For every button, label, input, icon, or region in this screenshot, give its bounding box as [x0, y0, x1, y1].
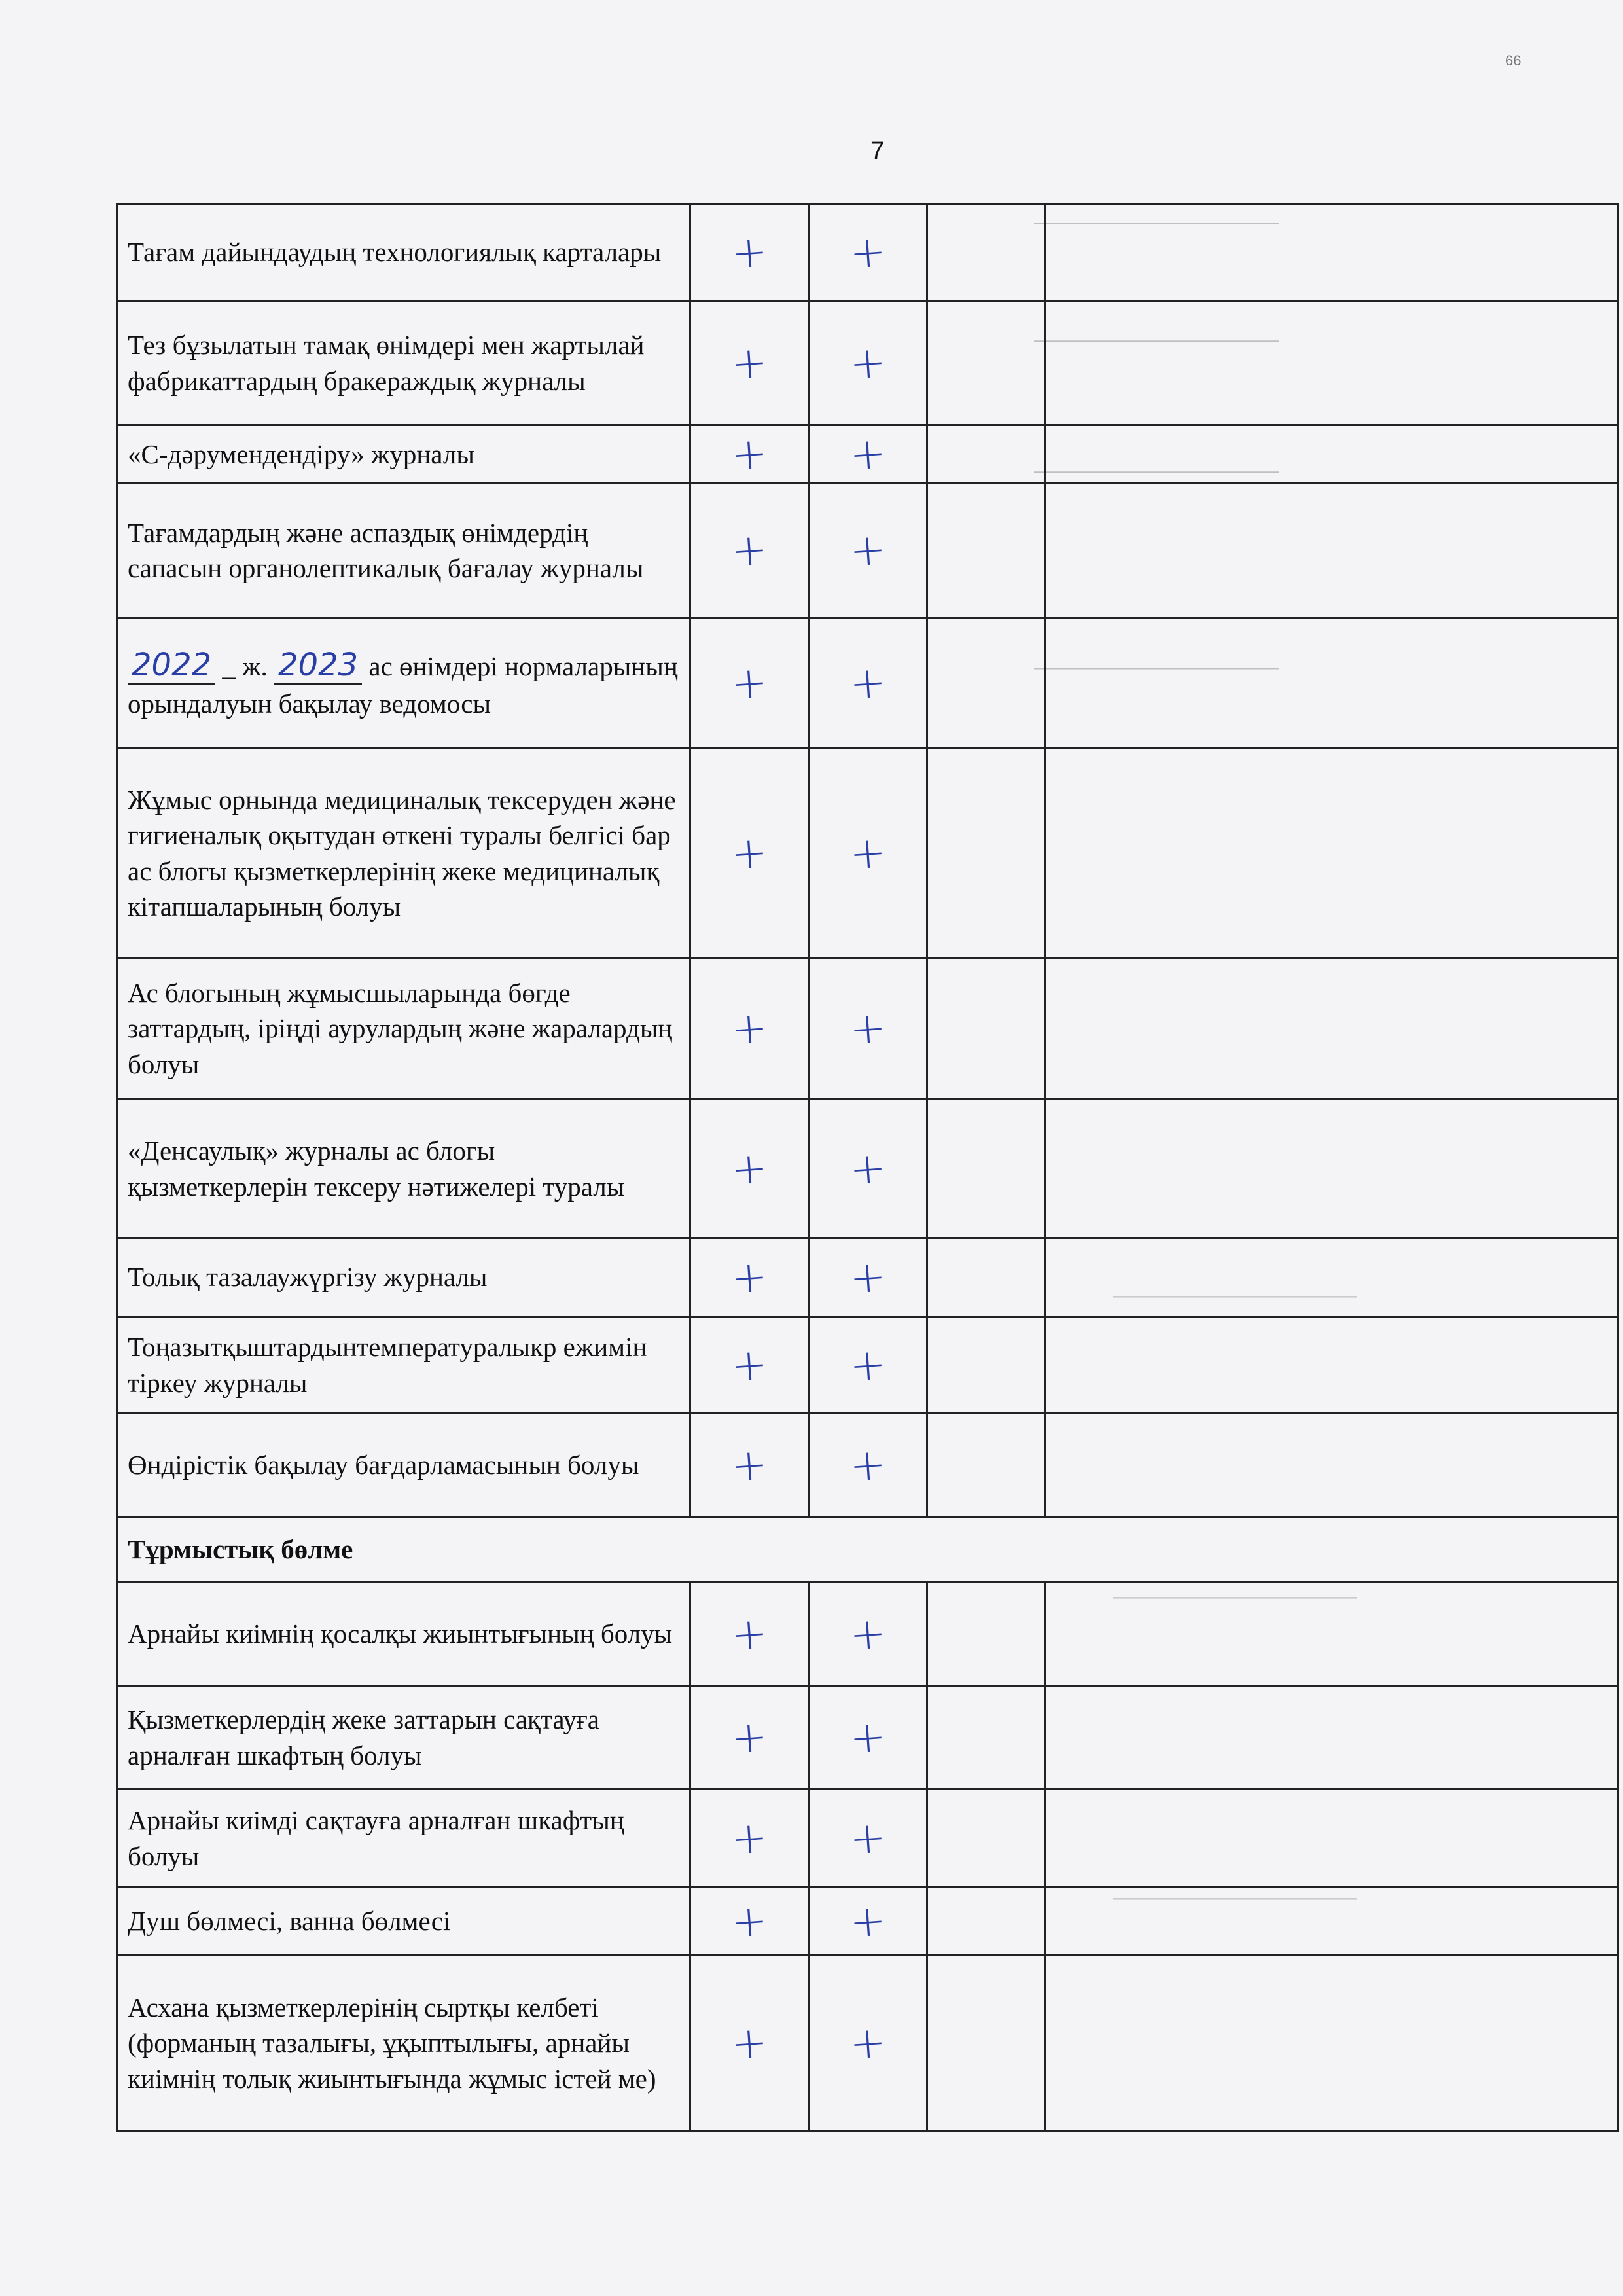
cell-col2 — [809, 958, 927, 1100]
cell-col3 — [927, 749, 1046, 958]
row-label: «Денсаулық» журналы ас блогы қызметкерлерін тексеру нәтижелері туралы — [118, 1100, 690, 1238]
corner-page-number: 66 — [1505, 52, 1522, 69]
plus-mark: + — [847, 225, 888, 279]
plus-mark: + — [847, 1607, 888, 1660]
plus-mark: + — [847, 1338, 888, 1391]
cell-col3 — [927, 1956, 1046, 2131]
cell-col3 — [927, 484, 1046, 618]
cell-col2 — [809, 749, 927, 958]
table-row — [118, 1100, 1618, 1238]
plus-mark: + — [847, 826, 888, 880]
plus-mark: + — [847, 1811, 888, 1865]
plus-mark: + — [847, 1894, 888, 1948]
plus-mark: + — [729, 1811, 770, 1865]
row-label: Арнайы киімді сақтауға арналған шкафтың болуы — [118, 1789, 690, 1888]
cell-col3 — [927, 1238, 1046, 1317]
bleed-through-background: ——————————— ——————————— ——————————— ——————————— ——————————— ——————————— ——————————— — [1034, 209, 1357, 1910]
plus-mark: + — [847, 1001, 888, 1055]
row-label: «С-дәрумендендіру» журналы — [118, 425, 690, 484]
plus-mark: + — [729, 1894, 770, 1948]
cell-col1 — [690, 1238, 809, 1317]
section-title: Тұрмыстық бөлме — [118, 1517, 1618, 1583]
year-separator: _ ж. — [222, 651, 268, 681]
cell-col1 — [690, 1888, 809, 1956]
cell-col4 — [1046, 1414, 1618, 1517]
table-row — [118, 1789, 1618, 1888]
table-row — [118, 301, 1618, 425]
cell-col2 — [809, 1956, 927, 2131]
table-row — [118, 1414, 1618, 1517]
cell-col1 — [690, 1789, 809, 1888]
plus-mark: + — [729, 1001, 770, 1055]
year-row-tail: ас өнімдері нормаларының орындалуын бақылау ведомосы — [128, 651, 678, 719]
cell-col2 — [809, 1583, 927, 1686]
plus-mark: + — [729, 225, 770, 279]
row-label: Қызметкерлердің жеке заттарын сақтауға арналған шкафтың болуы — [118, 1686, 690, 1789]
cell-col2 — [809, 1888, 927, 1956]
checklist-table — [116, 203, 1619, 2132]
plus-mark: + — [729, 656, 770, 709]
section-header-row — [118, 1517, 1618, 1583]
cell-col2 — [809, 1789, 927, 1888]
cell-col2 — [809, 1317, 927, 1414]
cell-col3 — [927, 1583, 1046, 1686]
table-row — [118, 1238, 1618, 1317]
table-row — [118, 1686, 1618, 1789]
cell-col1 — [690, 1317, 809, 1414]
cell-col1 — [690, 1686, 809, 1789]
cell-col1 — [690, 1100, 809, 1238]
cell-col2 — [809, 1686, 927, 1789]
table-row — [118, 618, 1618, 749]
table-row — [118, 1583, 1618, 1686]
plus-mark: + — [729, 336, 770, 389]
cell-col2 — [809, 618, 927, 749]
cell-col3 — [927, 301, 1046, 425]
plus-mark: + — [847, 1438, 888, 1492]
plus-mark: + — [847, 1710, 888, 1764]
row-label: Асхана қызметкерлерінің сыртқы келбеті (форманың тазалығы, ұқыптылығы, арнайы киімнің толық жиынтығында жұмыс істей ме) — [118, 1956, 690, 2131]
plus-mark: + — [729, 1250, 770, 1304]
row-label: Душ бөлмесі, ванна бөлмесі — [118, 1888, 690, 1956]
cell-col1 — [690, 618, 809, 749]
cell-col4 — [1046, 301, 1618, 425]
row-label: Тоңазытқыштардынтемпературалыкр ежимін тіркеу журналы — [118, 1317, 690, 1414]
row-label: Толық тазалаужүргізу журналы — [118, 1238, 690, 1317]
plus-mark: + — [729, 524, 770, 577]
cell-col1 — [690, 484, 809, 618]
cell-col3 — [927, 204, 1046, 301]
plus-mark: + — [729, 1607, 770, 1660]
cell-col4 — [1046, 1888, 1618, 1956]
plus-mark: + — [729, 427, 770, 480]
cell-col4 — [1046, 618, 1618, 749]
plus-mark: + — [847, 1141, 888, 1195]
table-row — [118, 204, 1618, 301]
handwritten-year-from: 2022 — [128, 647, 215, 685]
cell-col3 — [927, 1414, 1046, 1517]
cell-col3 — [927, 1100, 1046, 1238]
table-row — [118, 1888, 1618, 1956]
cell-col2 — [809, 484, 927, 618]
cell-col4 — [1046, 958, 1618, 1100]
cell-col3 — [927, 1789, 1046, 1888]
cell-col2 — [809, 204, 927, 301]
page-number: 7 — [870, 137, 885, 165]
cell-col4 — [1046, 1956, 1618, 2131]
plus-mark: + — [729, 826, 770, 880]
cell-col4 — [1046, 484, 1618, 618]
row-label: Жұмыс орнында медициналық тексеруден және гигиеналық оқытудан өткені туралы белгісі бар ас блогы қызметкерлерінің жеке медициналық кітапшаларының болуы — [118, 749, 690, 958]
plus-mark: + — [847, 524, 888, 577]
plus-mark: + — [729, 2016, 770, 2070]
cell-col4 — [1046, 425, 1618, 484]
cell-col3 — [927, 425, 1046, 484]
cell-col1 — [690, 301, 809, 425]
plus-mark: + — [729, 1710, 770, 1764]
plus-mark: + — [729, 1141, 770, 1195]
cell-col4 — [1046, 1100, 1618, 1238]
handwritten-year-to: 2023 — [274, 647, 362, 685]
cell-col3 — [927, 1317, 1046, 1414]
cell-col1 — [690, 425, 809, 484]
cell-col4 — [1046, 749, 1618, 958]
plus-mark: + — [847, 336, 888, 389]
table-row — [118, 749, 1618, 958]
cell-col4 — [1046, 1686, 1618, 1789]
cell-col2 — [809, 301, 927, 425]
cell-col1 — [690, 1583, 809, 1686]
row-label: Ас блогының жұмысшыларында бөгде заттардың, іріңді аурулардың және жаралардың болуы — [118, 958, 690, 1100]
cell-col1 — [690, 749, 809, 958]
table-row — [118, 958, 1618, 1100]
row-label: Арнайы киімнің қосалқы жиынтығының болуы — [118, 1583, 690, 1686]
cell-col1 — [690, 204, 809, 301]
plus-mark: + — [729, 1438, 770, 1492]
cell-col2 — [809, 1238, 927, 1317]
cell-col1 — [690, 1956, 809, 2131]
row-label-year — [118, 618, 690, 749]
plus-mark: + — [847, 2016, 888, 2070]
row-label: Тағамдардың және аспаздық өнімдердің сапасын органолептикалық бағалау журналы — [118, 484, 690, 618]
cell-col4 — [1046, 1238, 1618, 1317]
plus-mark: + — [729, 1338, 770, 1391]
cell-col4 — [1046, 1583, 1618, 1686]
cell-col4 — [1046, 1789, 1618, 1888]
plus-mark: + — [847, 427, 888, 480]
cell-col2 — [809, 1414, 927, 1517]
cell-col4 — [1046, 204, 1618, 301]
cell-col1 — [690, 958, 809, 1100]
cell-col3 — [927, 1888, 1046, 1956]
cell-col2 — [809, 425, 927, 484]
table-row — [118, 1956, 1618, 2131]
cell-col2 — [809, 1100, 927, 1238]
row-label: Өндірістік бақылау бағдарламасынын болуы — [118, 1414, 690, 1517]
cell-col4 — [1046, 1317, 1618, 1414]
row-label: Тағам дайындаудың технологиялық карталары — [118, 204, 690, 301]
table-row — [118, 484, 1618, 618]
table-row — [118, 1317, 1618, 1414]
plus-mark: + — [847, 656, 888, 709]
cell-col3 — [927, 958, 1046, 1100]
table-row — [118, 425, 1618, 484]
cell-col3 — [927, 1686, 1046, 1789]
plus-mark: + — [847, 1250, 888, 1304]
row-label: Тез бұзылатын тамақ өнімдері мен жартылай фабрикаттардың бракераждық журналы — [118, 301, 690, 425]
cell-col3 — [927, 618, 1046, 749]
cell-col1 — [690, 1414, 809, 1517]
